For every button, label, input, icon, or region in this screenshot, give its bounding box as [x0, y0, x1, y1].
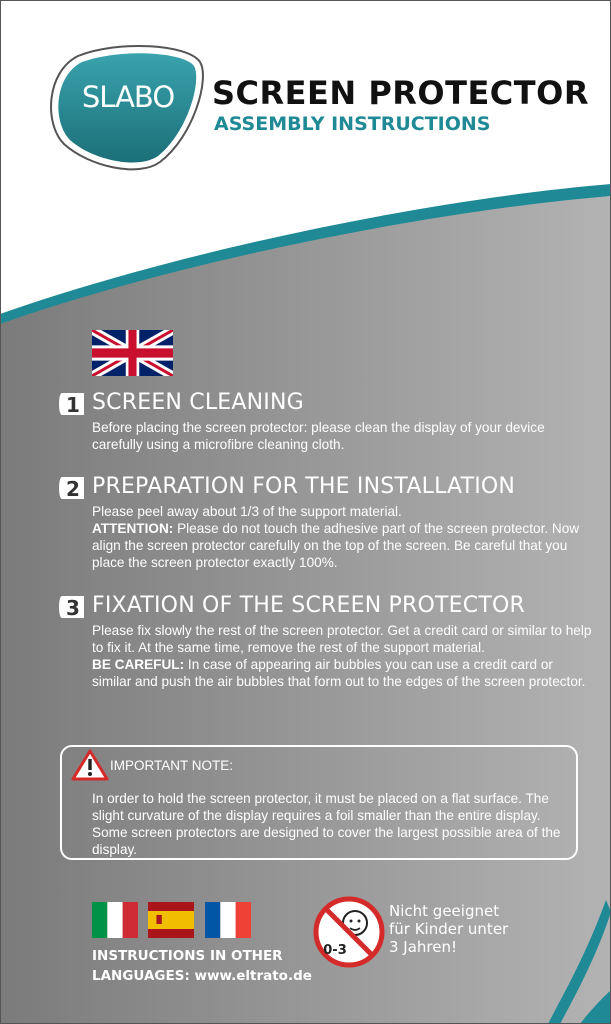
- section-3-body: [92, 622, 592, 690]
- uk-flag-icon: [92, 330, 173, 376]
- section-1-text: Before placing the screen protector: please clean the display of your device carefully using a microfibre cleaning cloth.: [92, 420, 545, 452]
- warning-triangle-icon: [70, 748, 110, 782]
- other-languages-line-1: INSTRUCTIONS IN OTHER: [92, 948, 283, 964]
- not-for-children-icon: [313, 896, 385, 968]
- section-3-heading: FIXATION OF THE SCREEN PROTECTOR: [92, 593, 525, 618]
- svg-text:1: 1: [66, 393, 80, 417]
- svg-text:3: 3: [66, 596, 80, 620]
- section-2-attention-text: Please do not touch the adhesive part of the screen protector. Now align the screen protector carefully on the top of the screen. Be careful that you place the screen protector exactly 100%.: [92, 521, 580, 570]
- age-warning-line-2: für Kinder unter: [389, 920, 509, 938]
- age-warning-text: [389, 902, 508, 956]
- section-1-heading: SCREEN CLEANING: [92, 390, 304, 415]
- italy-flag-icon: [92, 902, 138, 938]
- age-warning-line-3: 3 Jahren!: [389, 938, 458, 956]
- section-2-text: Please peel away about 1/3 of the support material.: [92, 504, 402, 519]
- age-warning-line-1: Nicht geeignet: [389, 902, 500, 920]
- important-note-text: In order to hold the screen protector, it must be placed on a flat surface. The slight curvature of the display requires a foil smaller than the entire display. Some screen protectors are designed to cover the largest possible area of the display.: [92, 791, 561, 857]
- spain-flag-icon: [148, 902, 194, 938]
- other-languages-line-2: LANGUAGES: www.eltrato.de: [92, 968, 312, 984]
- france-flag-icon: [205, 902, 251, 938]
- logo-text: SLABO: [81, 80, 175, 114]
- section-2-attention-label: ATTENTION:: [92, 521, 174, 536]
- section-3-text: Please fix slowly the rest of the screen protector. Get a credit card or similar to help to fix it. At the same time, remove the rest of the support material.: [92, 623, 592, 655]
- section-3-careful-label: BE CAREFUL:: [92, 657, 185, 672]
- page-title: SCREEN PROTECTOR: [212, 74, 589, 112]
- page-subtitle: ASSEMBLY INSTRUCTIONS: [214, 113, 491, 135]
- step-1-badge: [58, 390, 86, 418]
- svg-text:2: 2: [66, 477, 80, 501]
- step-2-badge: [58, 474, 86, 502]
- section-3-careful-text: In case of appearing air bubbles you can use a credit card or similar and push the air bubbles that form out to the edges of the screen protector.: [92, 657, 586, 689]
- section-2-body: [92, 503, 592, 571]
- important-note-title: IMPORTANT NOTE:: [110, 758, 234, 773]
- other-languages-note: [92, 946, 312, 986]
- section-2-heading: PREPARATION FOR THE INSTALLATION: [92, 474, 516, 499]
- svg-text:0-3: 0-3: [323, 943, 347, 958]
- step-3-badge: [58, 593, 86, 621]
